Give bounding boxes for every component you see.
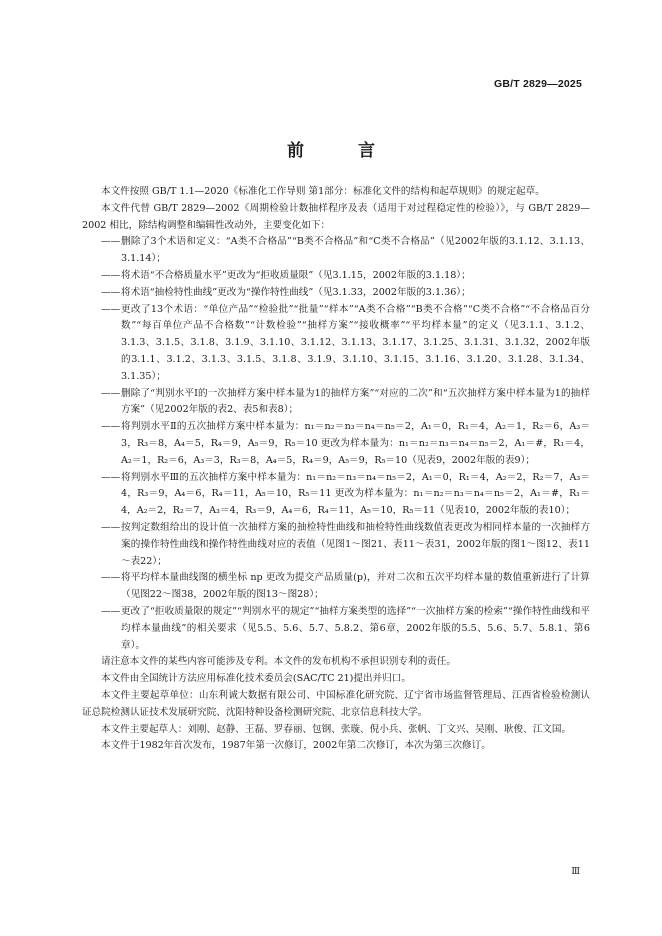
change-item-text: 将平均样本量曲线图的横坐标 np 更改为提交产品质量(p)，并对二次和五次平均样本量的数值重新进行了计算（见图22～图38，2002年版的图13～图28）； bbox=[121, 572, 590, 601]
change-item-text: 更改了13个术语：“单位产品”“检验批”“批量”“样本”“A类不合格”“B类不合格”“C类不合格”“不合格品百分数”“每百单位产品不合格数”“计数检验”“抽样方案”“接收概率”“平均样本量”的定义（见3.1.1、3.1.2、3.1.3、3.1.5、3.1.8、3.1.9、3.1.10、3.1.12、3.1.13、3.1.17、3.1.25、3.1.31、3.1.32，2002年版的3.1.1、3.1.2、3.1.3、3.1.5、3.1.8、3.1.9、3.1.10、3.1.15、3.1.16、3.1.20、3.1.28、3.1.34、3.1.35）； bbox=[121, 303, 590, 382]
change-item-text: 将判别水平Ⅱ的五次抽样方案中样本量为：n₁＝n₂＝n₃＝n₄＝n₅＝2，A₁＝0，R₁＝4，A₂＝1，R₂＝6，A₃＝3，R₃＝8，A₄＝5，R₄＝9，A₅＝9，R₅＝10 更改为样本量为：n₁＝n₂＝n₃＝n₄＝n₅＝2，A₁＝#，R₁＝4，A₂＝1，R₂＝6，A₃＝3，R₃＝8，A₄＝5，R₄＝9，A₅＝9，R₅＝10（见表9，2002年版的表9）； bbox=[121, 421, 590, 466]
foreword-body bbox=[82, 184, 590, 755]
page-number: Ⅲ bbox=[571, 867, 580, 877]
dash-marker: —— bbox=[101, 286, 121, 298]
change-item-text: 按判定数组给出的设计值一次抽样方案的抽检特性曲线和抽检特性曲线数值表更改为相同样本量的一次抽样方案的操作特性曲线和操作特性曲线对应的表值（见图1～图21、表11～表31，2002年版的图1～图12、表11～表22）； bbox=[121, 521, 590, 567]
dash-marker: —— bbox=[101, 471, 121, 483]
dash-marker: —— bbox=[101, 303, 121, 315]
change-item-text: 将术语“抽检特性曲线”更改为“操作特性曲线”（见3.1.33，2002年版的3.1.36）； bbox=[121, 286, 471, 298]
change-item bbox=[82, 285, 590, 302]
change-item bbox=[82, 302, 590, 386]
dash-marker: —— bbox=[101, 521, 121, 533]
change-item-text: 删除了3个术语和定义：“A类不合格品”“B类不合格品”和“C类不合格品”（见2002年版的3.1.12、3.1.13、3.1.14）； bbox=[121, 236, 590, 265]
dash-marker: —— bbox=[101, 605, 121, 617]
paragraph: 本文件主要起草单位：山东利诚大数据有限公司、中国标准化研究院、辽宁省市场监督管理局、江西省检验检测认证总院检测认证技术发展研究院、沈阳特种设备检测研究院、北京信息科技大学。 bbox=[82, 689, 590, 718]
paragraph: 本文件按照 GB/T 1.1—2020《标准化工作导则 第1部分：标准化文件的结构和起草规则》的规定起草。 bbox=[101, 186, 545, 197]
dash-marker: —— bbox=[101, 236, 121, 248]
change-item-text: 删除了“判别水平Ⅰ的一次抽样方案中样本量为1的抽样方案”“对应的二次”和“五次抽样方案中样本量为1的抽样方案”（见2002年版的表2、表5和表8）； bbox=[121, 387, 590, 416]
change-item bbox=[82, 268, 590, 285]
change-item-text: 将术语“不合格质量水平”更改为“拒收质量限”（见3.1.15，2002年版的3.1.18）； bbox=[121, 269, 471, 281]
change-item bbox=[82, 520, 590, 570]
paragraph: 本文件主要起草人：刘刚、赵静、王磊、罗春丽、包钢、张璇、倪小兵、张帆、丁文兴、吴刚、耿俊、江文国。 bbox=[101, 723, 572, 735]
paragraph: 本文件由全国统计方法应用标准化技术委员会(SAC/TC 21)提出并归口。 bbox=[101, 673, 411, 685]
dash-marker: —— bbox=[101, 421, 121, 433]
change-item bbox=[82, 386, 590, 420]
dash-marker: —— bbox=[101, 269, 121, 281]
standard-number-header: GB/T 2829—2025 bbox=[493, 78, 582, 90]
change-item bbox=[82, 604, 590, 654]
change-item bbox=[82, 234, 590, 268]
paragraph: 本文件代替 GB/T 2829—2002《周期检验计数抽样程序及表（适用于对过程稳定性的检验）》，与 GB/T 2829—2002 相比，除结构调整和编辑性改动外，主要变化如下： bbox=[82, 202, 590, 231]
dash-marker: —— bbox=[101, 387, 121, 399]
dash-marker: —— bbox=[101, 572, 121, 584]
paragraph: 本文件于1982年首次发布，1987年第一次修订，2002年第二次修订，本次为第三次修订。 bbox=[101, 740, 491, 752]
page-title: 前 言 bbox=[287, 141, 399, 161]
change-item bbox=[82, 470, 590, 520]
change-item bbox=[82, 419, 590, 469]
paragraph: 请注意本文件的某些内容可能涉及专利。本文件的发布机构不承担识别专利的责任。 bbox=[101, 656, 456, 668]
change-item-text: 更改了“拒收质量限的规定”“判别水平的规定”“抽样方案类型的选择”“一次抽样方案的检索”“操作特性曲线和平均样本量曲线”的相关要求（见5.5、5.6、5.7、5.8.2、第6章，2002年版的5.5、5.6、5.7、5.8.1、第6章）。 bbox=[121, 605, 590, 651]
change-item bbox=[82, 570, 590, 604]
change-item-text: 将判别水平Ⅲ的五次抽样方案中样本量为：n₁＝n₂＝n₃＝n₄＝n₅＝2，A₁＝0，R₁＝4，A₂＝2，R₂＝7，A₃＝4，R₃＝9，A₄＝6，R₄＝11，A₅＝10，R₅＝11 更改为样本量为：n₁＝n₂＝n₃＝n₄＝n₅＝2，A₁＝#，R₁＝4，A₂＝2，R₂＝7，A₃＝4，R₃＝9，A₄＝6，R₄＝11，A₅＝10，R₅＝11（见表10，2002年版的表10）； bbox=[121, 471, 590, 517]
